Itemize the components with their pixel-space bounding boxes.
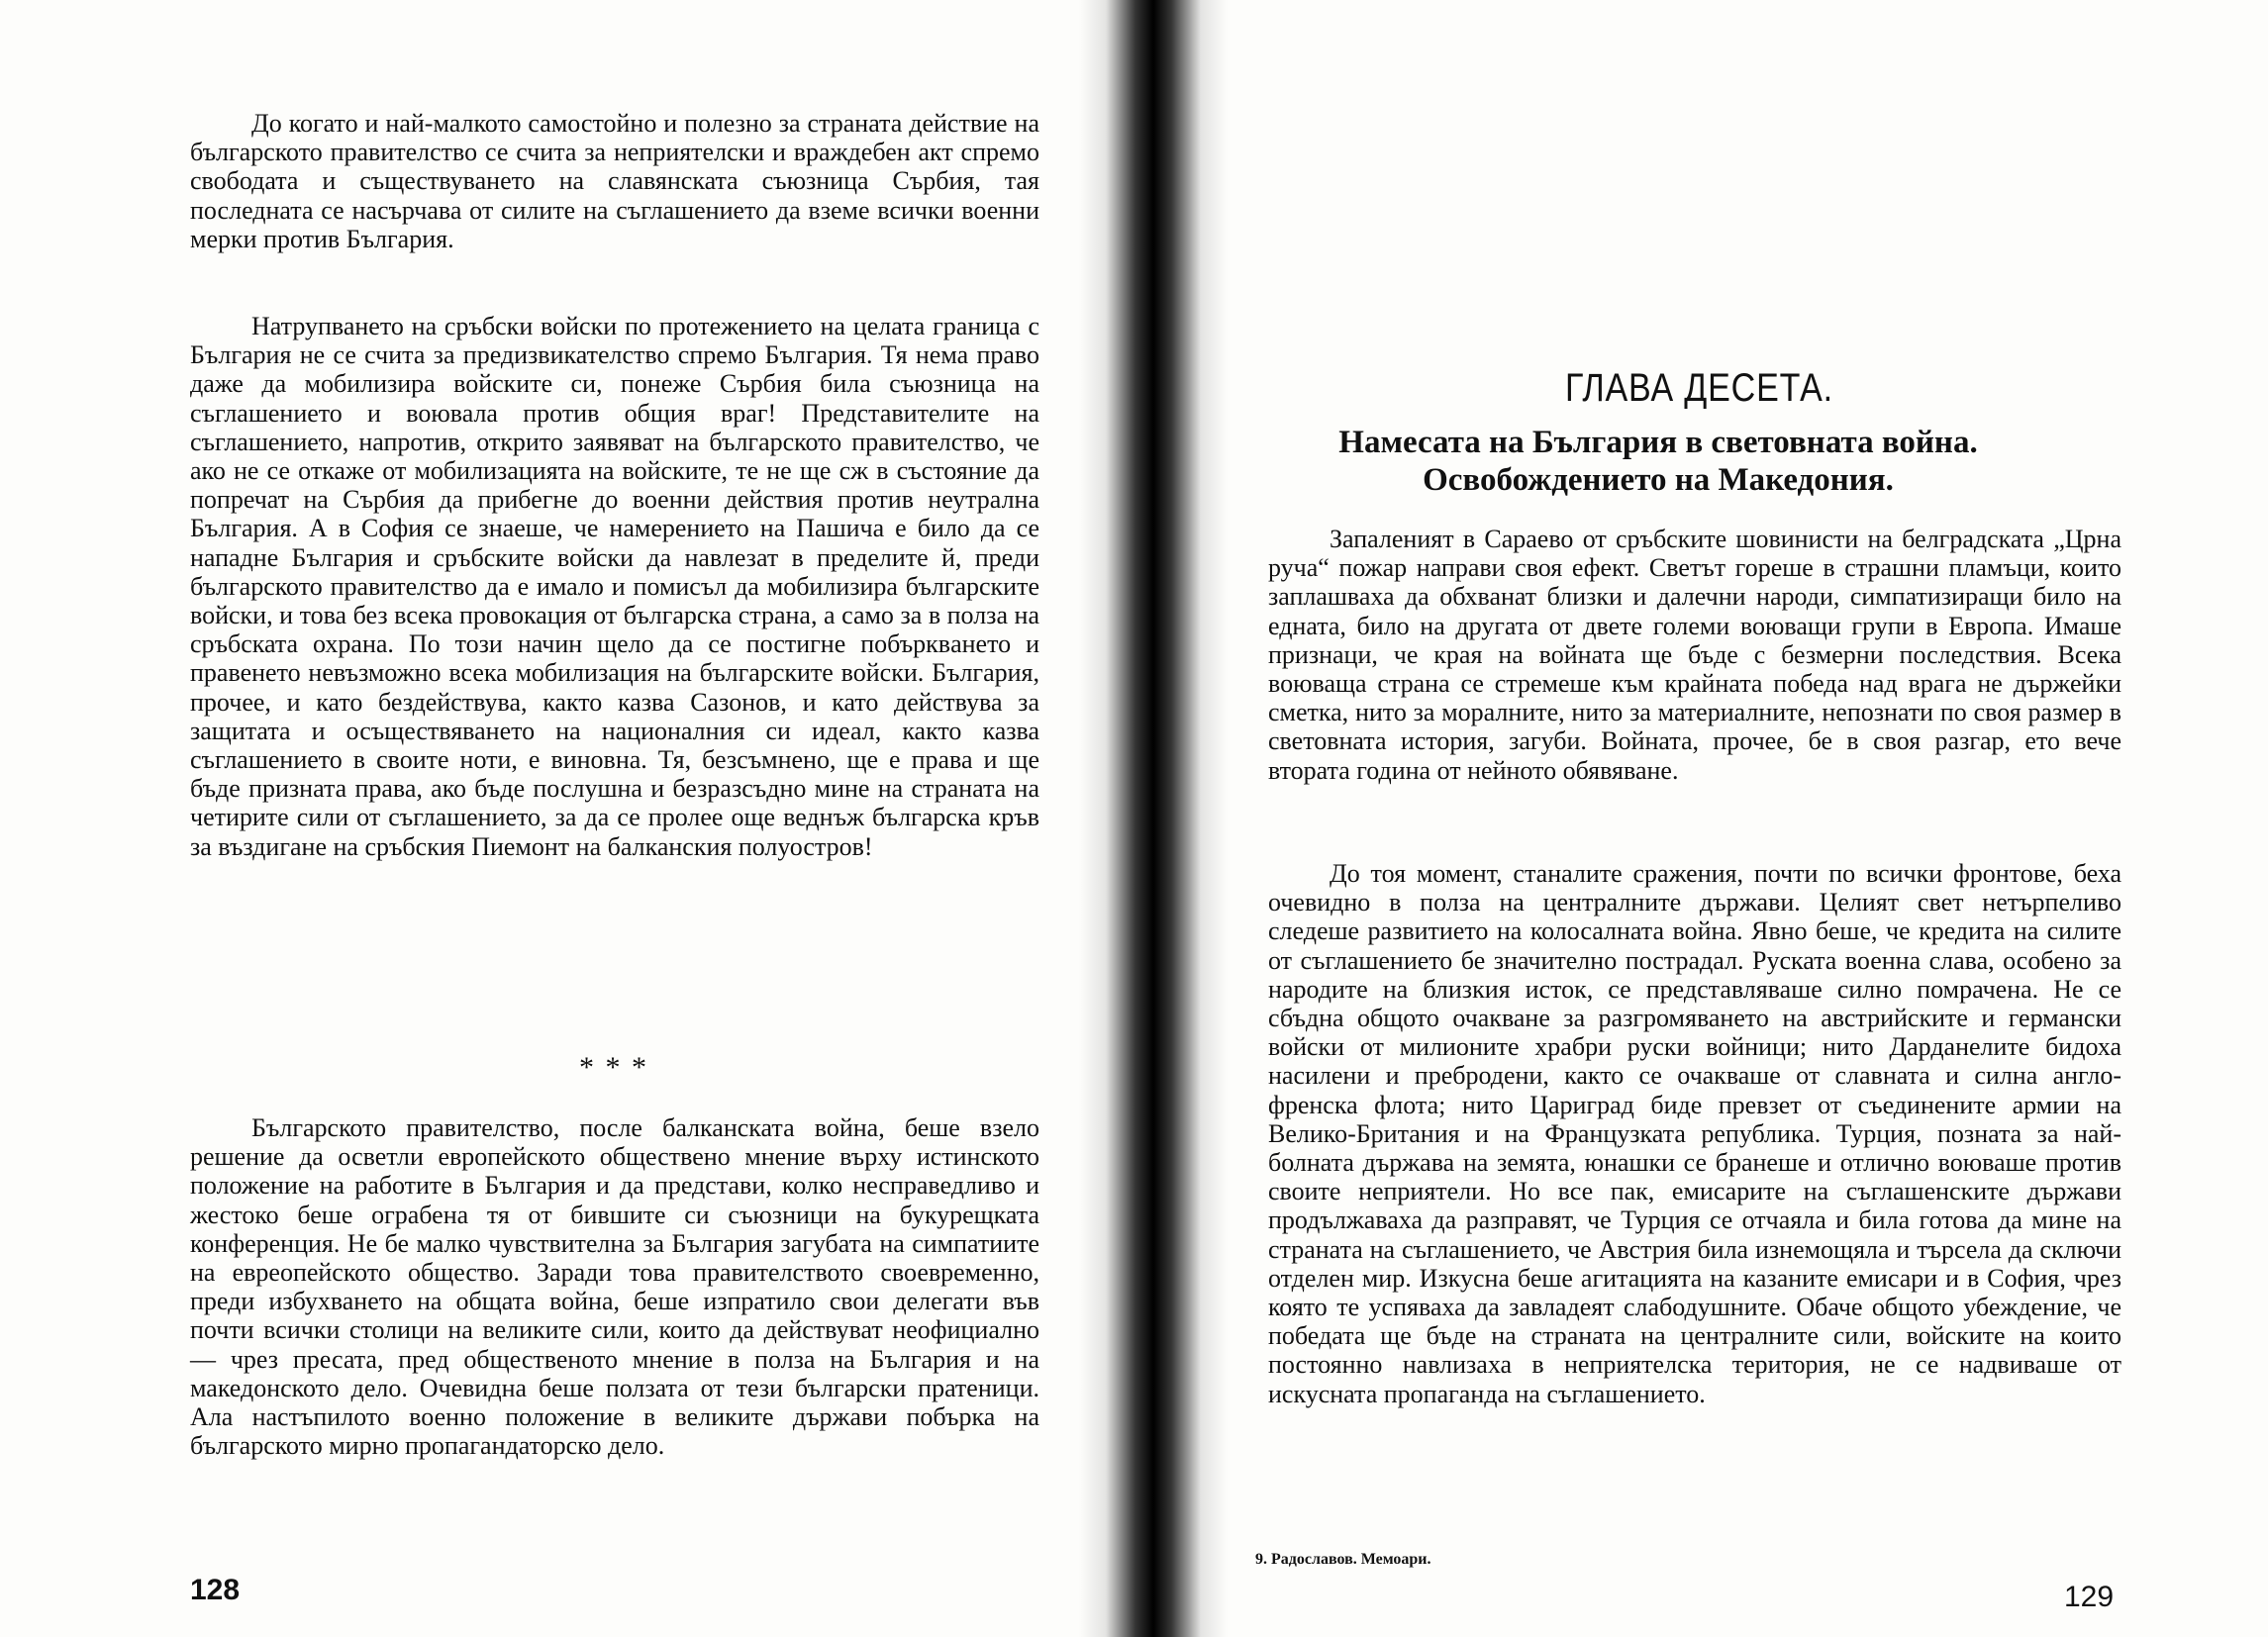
footer-signature: 9. Радославов. Мемоари.: [1255, 1551, 1431, 1568]
section-separator: * * *: [579, 1051, 648, 1084]
right-page-number: 129: [2064, 1581, 2115, 1613]
left-paragraph-3: [190, 1113, 1039, 1460]
left-paragraph-2: [190, 312, 1039, 861]
chapter-title: [1302, 424, 2015, 499]
chapter-heading: ГЛАВА ДЕСЕТА.: [1565, 366, 1833, 410]
right-paragraph-2-text: До тоя момент, станалите сражения, почти по всички фронтове, беха очевидно в полза на централните държави. Целият свет нетърпеливо следеше развитието на колосалната война. Явно беше, че кредита на силите от съглашението бе значително пострадал. Руската военна слава, особено за народите на близкия исток, се представляваше силно помрачена. Не се сбъдна общото очакване за разгромяването на австрийските и германски войски от милионите храбри руски войници; нито Дарданелите бидоха насилени и пребродени, както се очакваше от славната и силна англо-френска флота; нито Цариград биде превзет от съединените армии на Велико-Британия и на Французката република. Турция, позната за най-болната държава на земята, юнашки се бранеше и отлично воюваше против своите неприятели. Но все пак, емисарите на съглашенските държави продължаваха да разправят, че Турция се отчаяла и била готова да мине на страната на съглашението, че Австрия била изнемощяла и търсела да сключи отделен мир. Изкусна беше агитацията на казаните емисари и в София, чрез която те успяваха да завладеят слабодушните. Обаче общото убеждение, че победата ще бъде на страната на централните сили, войските на които постоянно навлизаха в неприятелска територия, не се надвиваше от искусната пропаганда на съглашението.: [1268, 859, 2121, 1408]
chapter-title-line-2: Освобождението на Македония.: [1423, 462, 1894, 498]
right-paragraph-2: [1268, 859, 2121, 1408]
left-paragraph-1: [190, 109, 1039, 253]
left-page: [0, 0, 1099, 1637]
right-paragraph-1-text: Запаленият в Сараево от сръбските шовинисти на белградската „Црна руча“ пожар направи своя ефект. Светът гореше в страшни пламъци, които заплашваха да обхванат близки и далечни народи, симпатизиращи било на едната, било на другата от двете големи воюващи групи в Европа. Имаше признаци, че края на войната ще бъде с безмерни последствия. Всека воюваща страна се стремеше към крайната победа над врага не държейки сметка, нито за моралните, нито за материалните, непознати по своя размер в световната история, загуби. Войната, прочее, бе в своя разгар, ето вече втората година от нейното обявяване.: [1268, 525, 2121, 785]
left-paragraph-1-text: До когато и най-малкото самостойно и полезно за страната действие на българското правителство се счита за неприятелски и враждебен акт спремо свободата и съществуването на славянската съюзница Сърбия, тая последната се насърчава от силите на съглашението да вземе всички военни мерки против България.: [190, 109, 1039, 253]
left-paragraph-2-text: Натрупването на сръбски войски по протежението на целата граница с България не се счита за предизвикателство спремо България. Тя нема право даже да мобилизира войските си, понеже Сърбия била съюзница на съглашението и воювала против общия враг! Представителите на съглашението, напротив, открито заявяват на българското правителство, че ако не се откаже от мобилизацията на войските, те не ще сж в състояние да попречат на Сърбия да прибегне до военни действия против неутрална България. А в София се знаеше, че намерението на Пашича е било да се нападне България и сръбските войски да навлезат в пределите й, преди българското правителство да е имало и помисъл да мобилизира българските войски, и това без всека провокация от българска страна, а само за в полза на сръбската охрана. По този начин щело да се постигне побърквaнето и правенето невъзможно всека мобилизация на българските войски. България, прочее, и като бездействува, както казва Сазонов, и като действува за защитата и осъществяването на националния си идеал, както казва съглашението в своите ноти, е виновна. Тя, безсъмнено, ще е права и ще бъде призната права, ако бъде послушна и безразсъдно мине на страната на четирите сили от съглашението, за да се пролее още веднъж българска кръв за въздигане на сръбския Пиемонт на балканския полуостров!: [190, 312, 1039, 861]
chapter-title-line-1: Намесата на България в световната война.: [1338, 425, 1978, 460]
left-page-number: 128: [190, 1574, 241, 1606]
right-page: [1173, 0, 2268, 1637]
right-paragraph-1: [1268, 525, 2121, 785]
left-paragraph-3-text: Българското правителство, после балканската война, беше взело решение да осветли европейското обществено мнение върху истинското положение на работите в България и да представи, колко несправедливо и жестоко беше ограбена тя от бившите си съюзници на букурещката конференция. Не бе малко чувствителна за България загубата на симпатиите на евреопейското общество. Заради това правителството своевременно, преди избухването на общата война, беше изпратило свои делегати във почти всички столици на великите сили, които да действуват неофициално — чрез пресата, пред общественото мнение в полза на България и на македонското дело. Очевидна беше ползата от тези български пратеници. Ала настъпилото военно положение в великите държави побърка на българското мирно пропагандаторско дело.: [190, 1113, 1039, 1461]
